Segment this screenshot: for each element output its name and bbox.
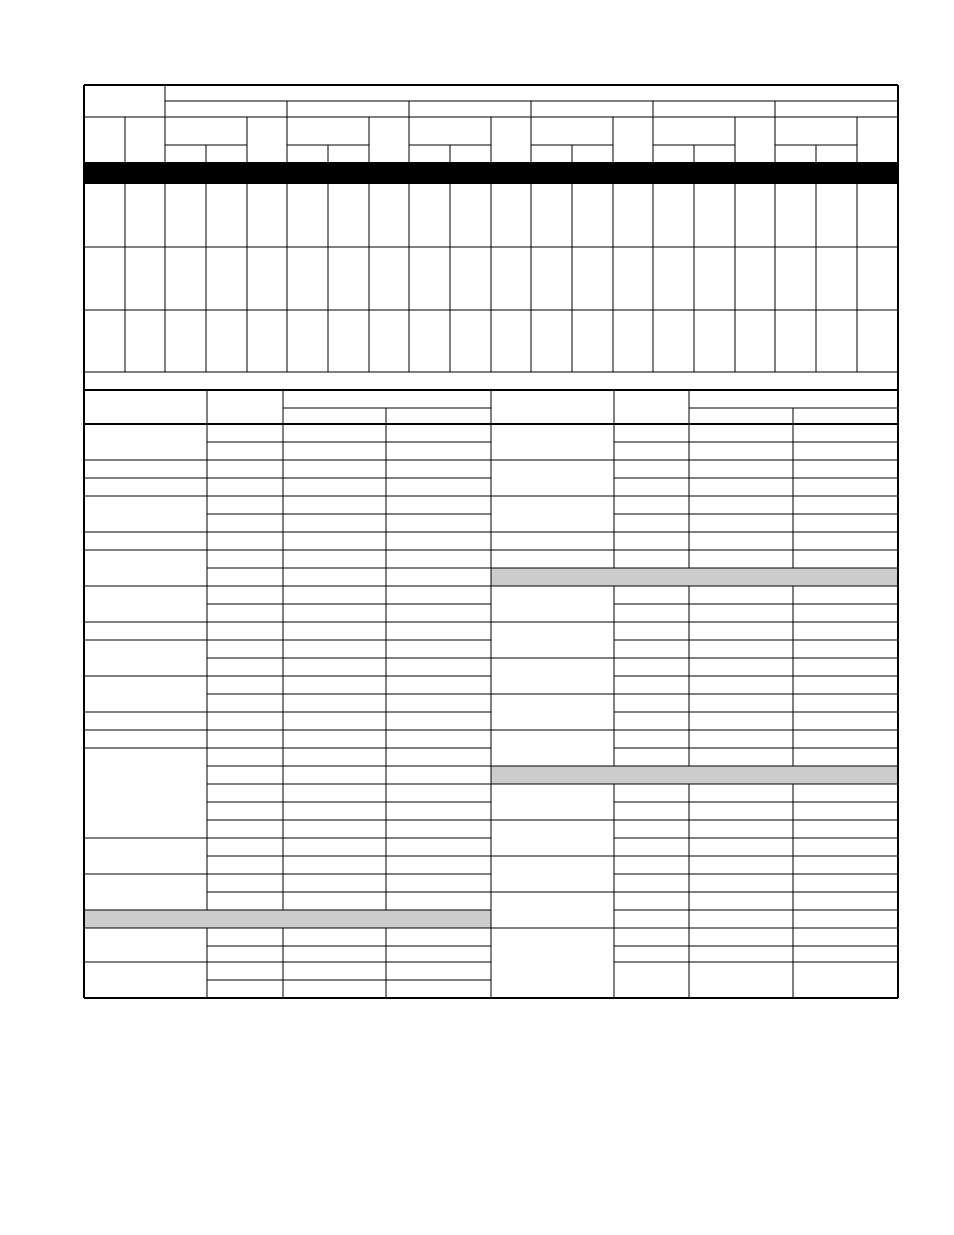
right-shaded-row-1	[491, 568, 898, 586]
left-shaded-row	[84, 910, 491, 928]
right-shaded-row-2	[491, 766, 898, 784]
black-band	[84, 162, 898, 184]
